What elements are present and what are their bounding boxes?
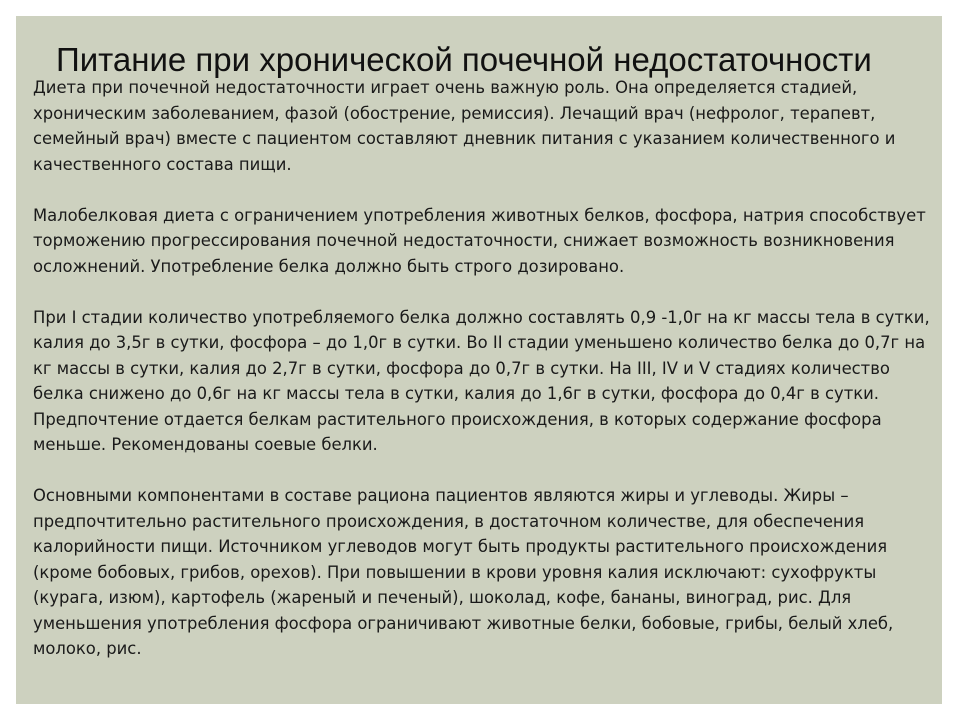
- paragraph-stage-norms: При I стадии количество употребляемого белка должно составлять 0,9 -1,0г на кг массы тела в сутки, калия до 3,5г в сутки, фосфора – до 1,0г в сутки. Во II стадии уменьшено количество белка до 0,7г на кг массы в сутки, калия до 2,7г в сутки, фосфора до 0,7г в сутки. На III, IV и V стадиях количество белка снижено до 0,6г на кг массы тела в сутки, калия до 1,6г в сутки, фосфора до 0,4г в сутки. Предпочтение отдается белкам растительного происхождения, в которых содержание фосфора меньше. Рекомендованы соевые белки.: [33, 307, 930, 454]
- paragraph-fats-carbs: Основными компонентами в составе рациона пациентов являются жиры и углеводы. Жиры – предпочтительно растительного происхождения, в достаточном количестве, для обеспечения калорийности пищи. Источником углеводов могут быть продукты растительного происхождения (кроме бобовых, грибов, орехов). При повышении в крови уровня калия исключают: сухофрукты (курага, изюм), картофель (жареный и печеный), шоколад, кофе, бананы, виноград, рис. Для уменьшения употребления фосфора ограничивают животные белки, бобовые, грибы, белый хлеб, молоко, рис.: [33, 486, 894, 658]
- slide-body: [33, 75, 933, 662]
- paragraph-low-protein-diet: Малобелковая диета с ограничением употребления животных белков, фосфора, натрия способствует торможению прогрессирования почечной недостаточности, снижает возможность возникновения осложнений. Употребление белка должно быть строго дозировано.: [33, 205, 926, 276]
- paragraph-intro: Диета при почечной недостаточности играет очень важную роль. Она определяется стадией, хроническим заболеванием, фазой (обострение, ремиссия). Лечащий врач (нефролог, терапевт, семейный врач) вместе с пациентом составляют дневник питания с указанием количественного и качественного состава пищи.: [33, 78, 896, 174]
- slide: [16, 16, 942, 704]
- slide-title: Питание при хронической почечной недостаточности: [56, 41, 872, 78]
